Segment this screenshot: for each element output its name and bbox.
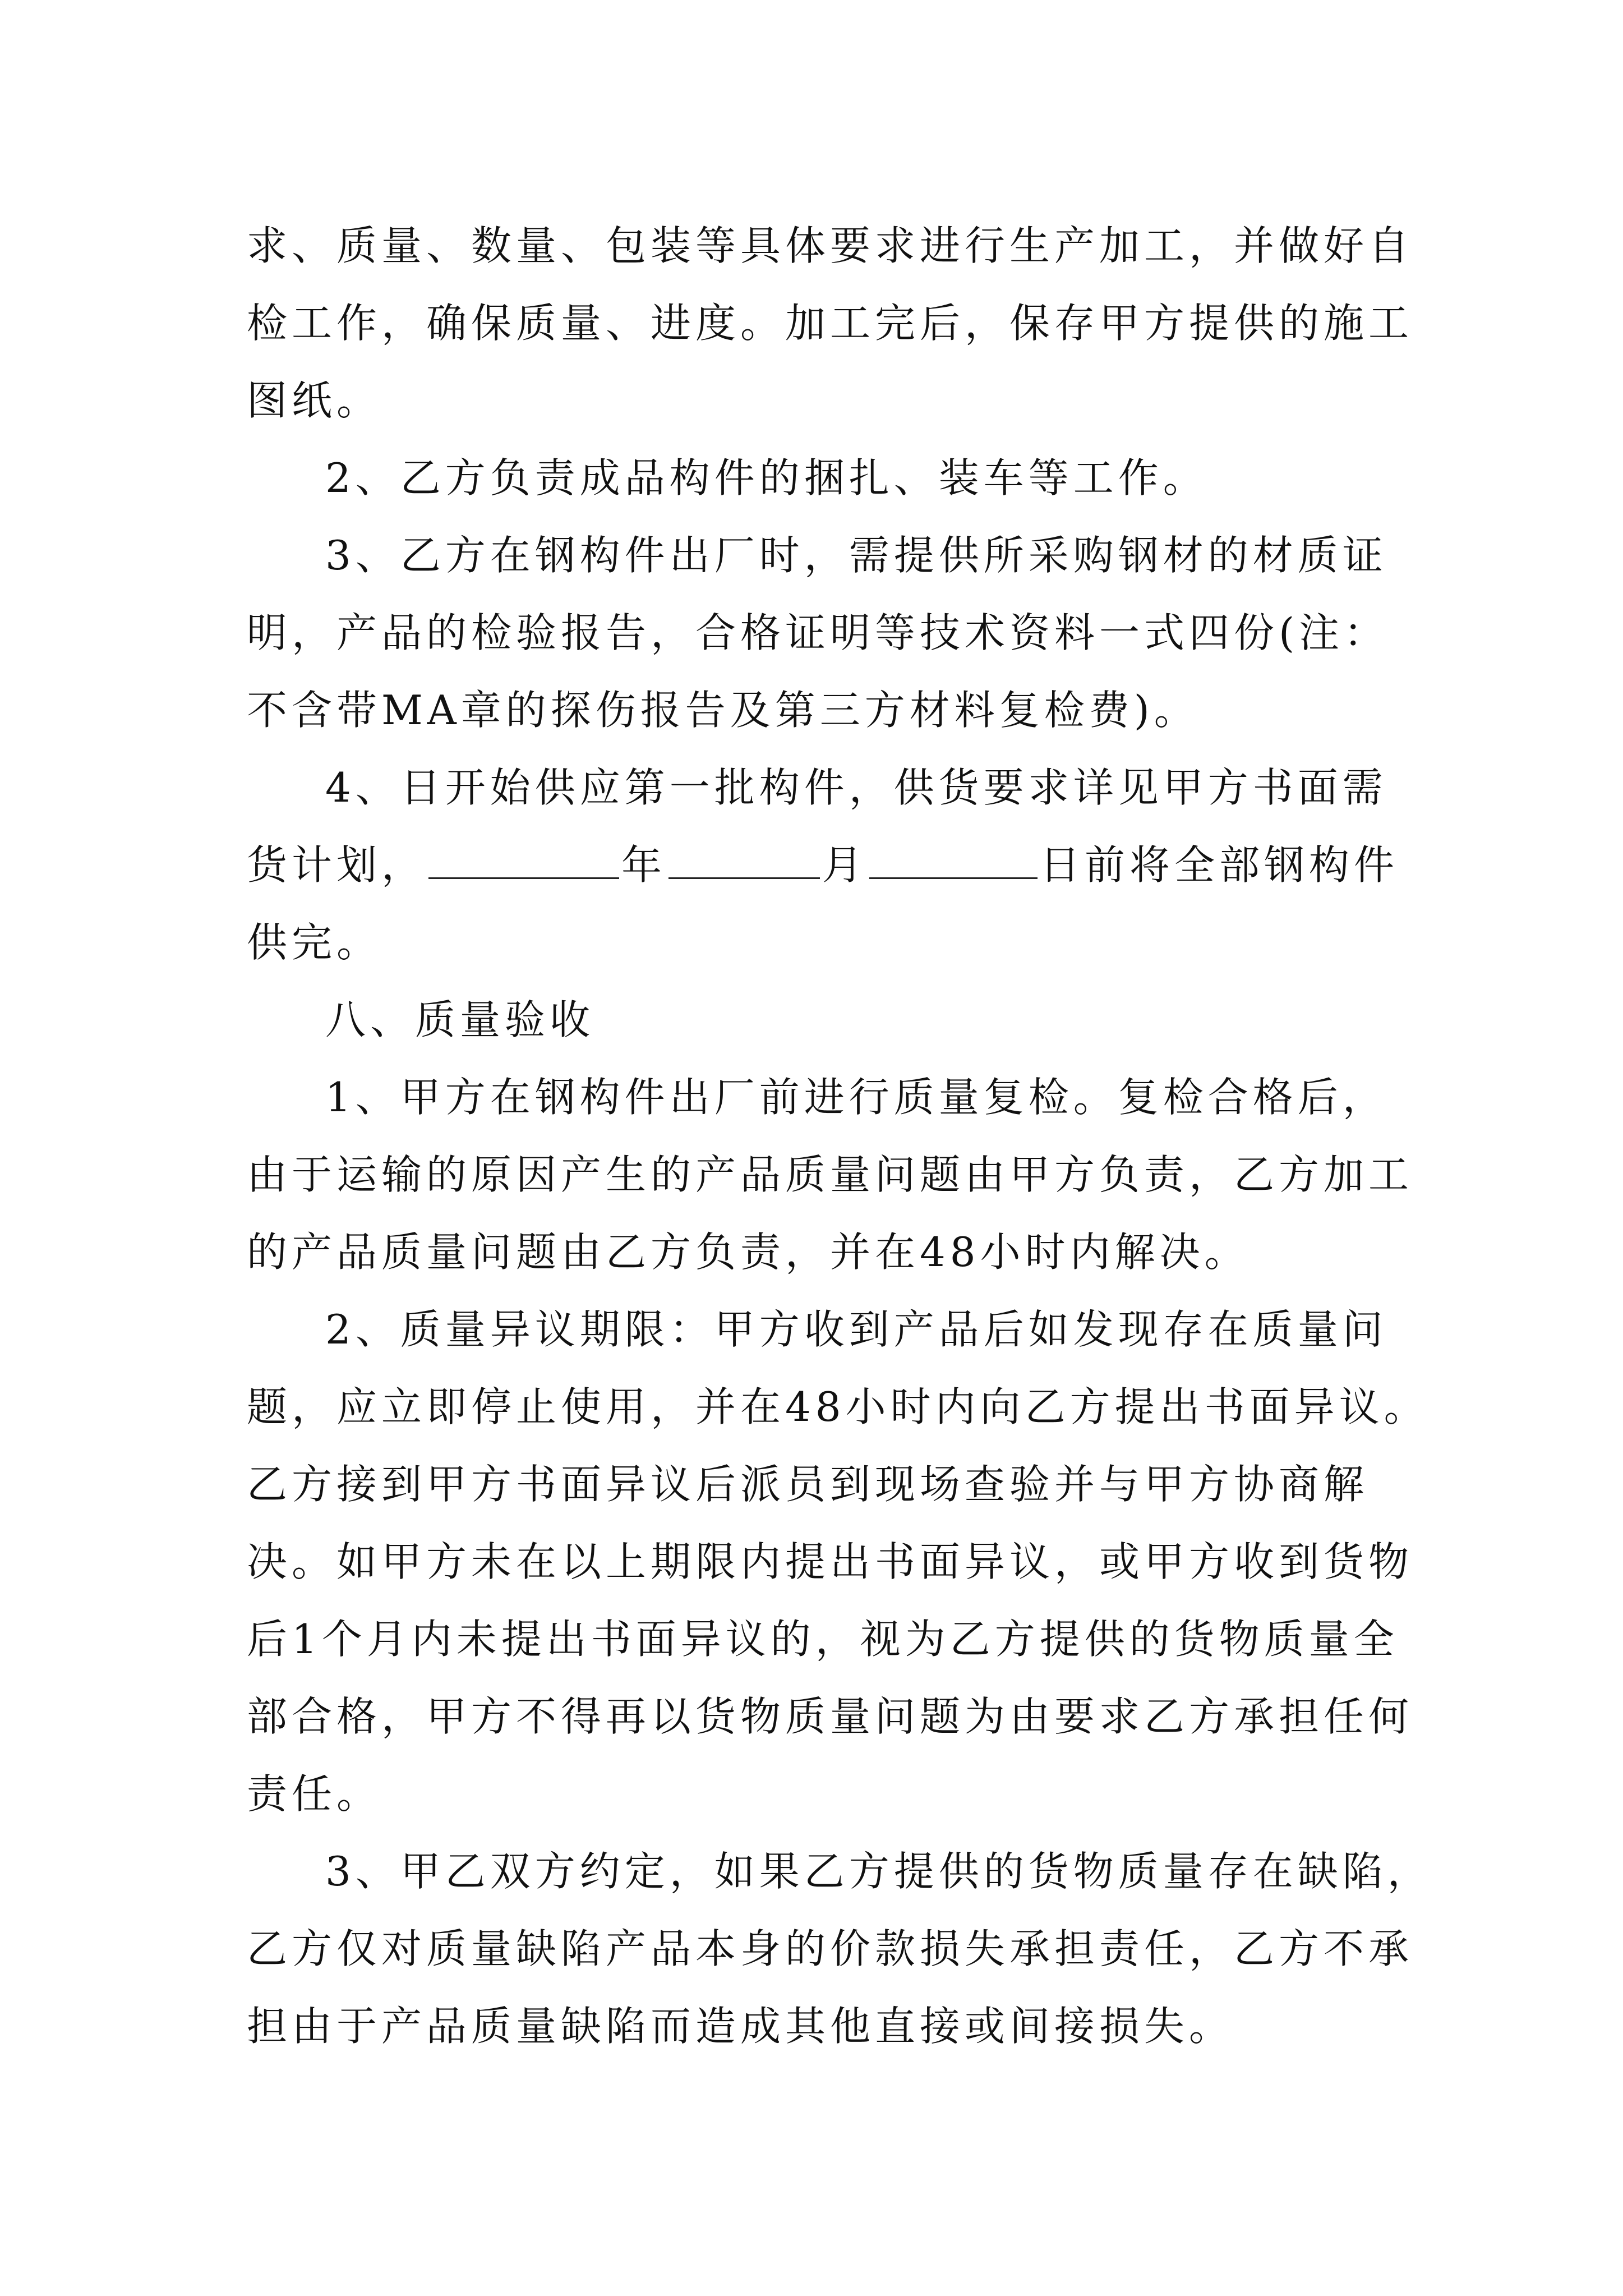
text-line: 求、质量、数量、包装等具体要求进行生产加工，并做好自 xyxy=(247,222,1414,269)
text-line: 图纸。 xyxy=(247,377,382,424)
text-line: 供完。 xyxy=(247,919,382,966)
text-line: 题，应立即停止使用，并在48小时内向乙方提出书面异议。 xyxy=(247,1383,1429,1430)
text-line: 3、甲乙双方约定，如果乙方提供的货物质量存在缺陷， xyxy=(325,1848,1432,1895)
text-line: 1、甲方在钢构件出厂前进行质量复检。复检合格后， xyxy=(325,1074,1387,1121)
month-label: 月 xyxy=(822,841,868,889)
day-blank-field[interactable] xyxy=(869,838,1038,879)
text-line: 决。如甲方未在以上期限内提出书面异议，或甲方收到货物 xyxy=(247,1538,1414,1585)
text-line: 部合格，甲方不得再以货物质量问题为由要求乙方承担任何 xyxy=(247,1693,1414,1740)
text-line: 乙方仅对质量缺陷产品本身的价款损失承担责任，乙方不承 xyxy=(247,1925,1414,1972)
year-blank-field[interactable] xyxy=(428,838,619,879)
text-line: 明，产品的检验报告，合格证明等技术资料一式四份(注： xyxy=(247,609,1389,656)
text-line: 后1个月内未提出书面异议的，视为乙方提供的货物质量全 xyxy=(247,1616,1399,1663)
text-line: 3、乙方在钢构件出厂时，需提供所采购钢材的材质证 xyxy=(325,532,1387,579)
text-line: 由于运输的原因产生的产品质量问题由甲方负责，乙方加工 xyxy=(247,1151,1414,1198)
text-line: 不含带MA章的探伤报告及第三方材料复检费)。 xyxy=(247,687,1199,734)
text-line: 责任。 xyxy=(247,1770,382,1818)
text-line: 担由于产品质量缺陷而造成其他直接或间接损失。 xyxy=(247,2003,1234,2050)
section-heading: 八、质量验收 xyxy=(325,996,595,1043)
month-blank-field[interactable] xyxy=(668,838,820,879)
date-fill-line xyxy=(247,827,1399,903)
text-line: 2、质量异议期限：甲方收到产品后如发现存在质量问 xyxy=(325,1306,1387,1353)
text-line: 的产品质量问题由乙方负责，并在48小时内解决。 xyxy=(247,1228,1249,1276)
text-line: 2、乙方负责成品构件的捆扎、装车等工作。 xyxy=(325,454,1208,501)
year-label: 年 xyxy=(621,841,667,889)
text-segment: 货计划， xyxy=(247,841,427,889)
text-line: 检工作，确保质量、进度。加工完后，保存甲方提供的施工 xyxy=(247,300,1414,347)
text-segment: 日前将全部钢构件 xyxy=(1040,841,1399,889)
text-line: 4、日开始供应第一批构件，供货要求详见甲方书面需 xyxy=(325,764,1387,811)
text-line: 乙方接到甲方书面异议后派员到现场查验并与甲方协商解 xyxy=(247,1461,1369,1508)
